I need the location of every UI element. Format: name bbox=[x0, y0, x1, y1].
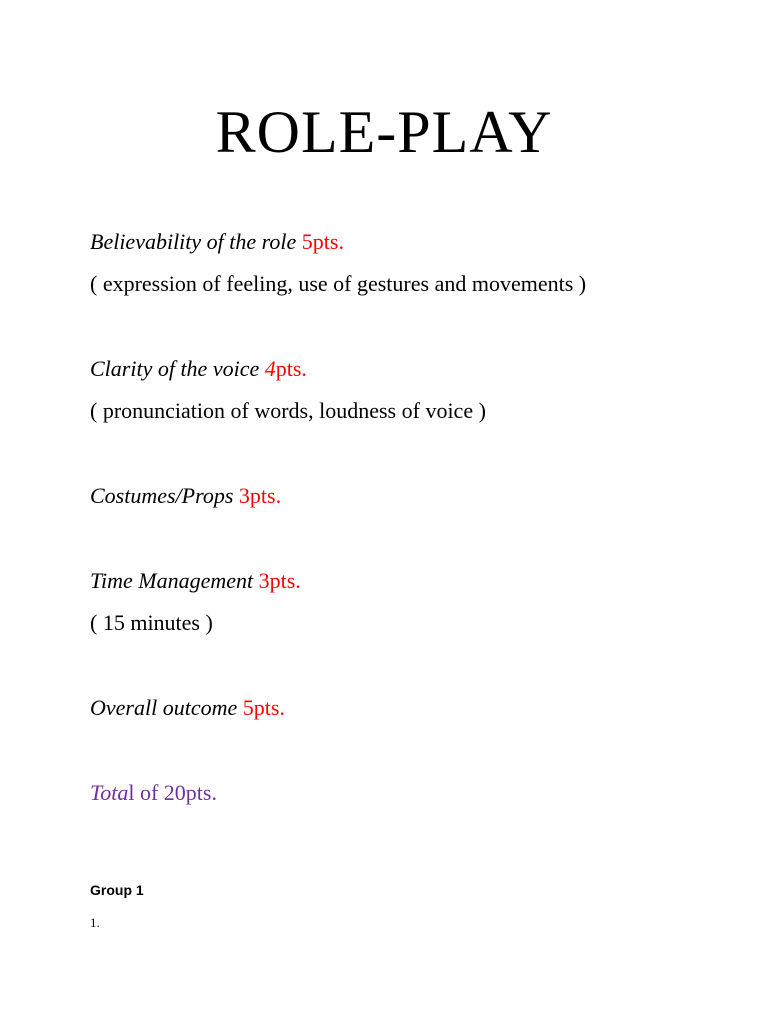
group-heading: Group 1 bbox=[90, 882, 144, 898]
page-title: ROLE-PLAY bbox=[215, 99, 553, 165]
total-rest: l of 20pts. bbox=[128, 780, 217, 805]
criterion-description: ( 15 minutes ) bbox=[90, 610, 213, 635]
criterion-believability bbox=[90, 228, 344, 256]
criterion-name: Clarity of the voice bbox=[90, 356, 260, 381]
criterion-points-number: 4 bbox=[264, 356, 276, 381]
total-points bbox=[90, 779, 217, 807]
criterion-costumes bbox=[90, 482, 281, 510]
criterion-name: Believability of the role bbox=[90, 229, 297, 254]
total-italic-part: Tota bbox=[90, 780, 129, 805]
list-item-number: 1. bbox=[90, 915, 100, 930]
criterion-name: Overall outcome bbox=[90, 695, 238, 720]
criterion-description: ( pronunciation of words, loudness of voice ) bbox=[90, 398, 486, 423]
criterion-points: 5pts. bbox=[242, 695, 285, 720]
criterion-name: Costumes/Props bbox=[90, 483, 234, 508]
criterion-name: Time Management bbox=[90, 568, 254, 593]
criterion-clarity bbox=[90, 355, 307, 383]
criterion-points-suffix: pts. bbox=[275, 356, 307, 381]
criterion-points: 3pts. bbox=[238, 483, 282, 508]
criterion-overall bbox=[90, 694, 285, 722]
criterion-points: 5pts. bbox=[301, 229, 344, 254]
criterion-description: ( expression of feeling, use of gestures and movements ) bbox=[90, 271, 587, 296]
criterion-time-management bbox=[90, 567, 301, 595]
criterion-points bbox=[265, 356, 307, 381]
criterion-points: 3pts. bbox=[258, 568, 301, 593]
